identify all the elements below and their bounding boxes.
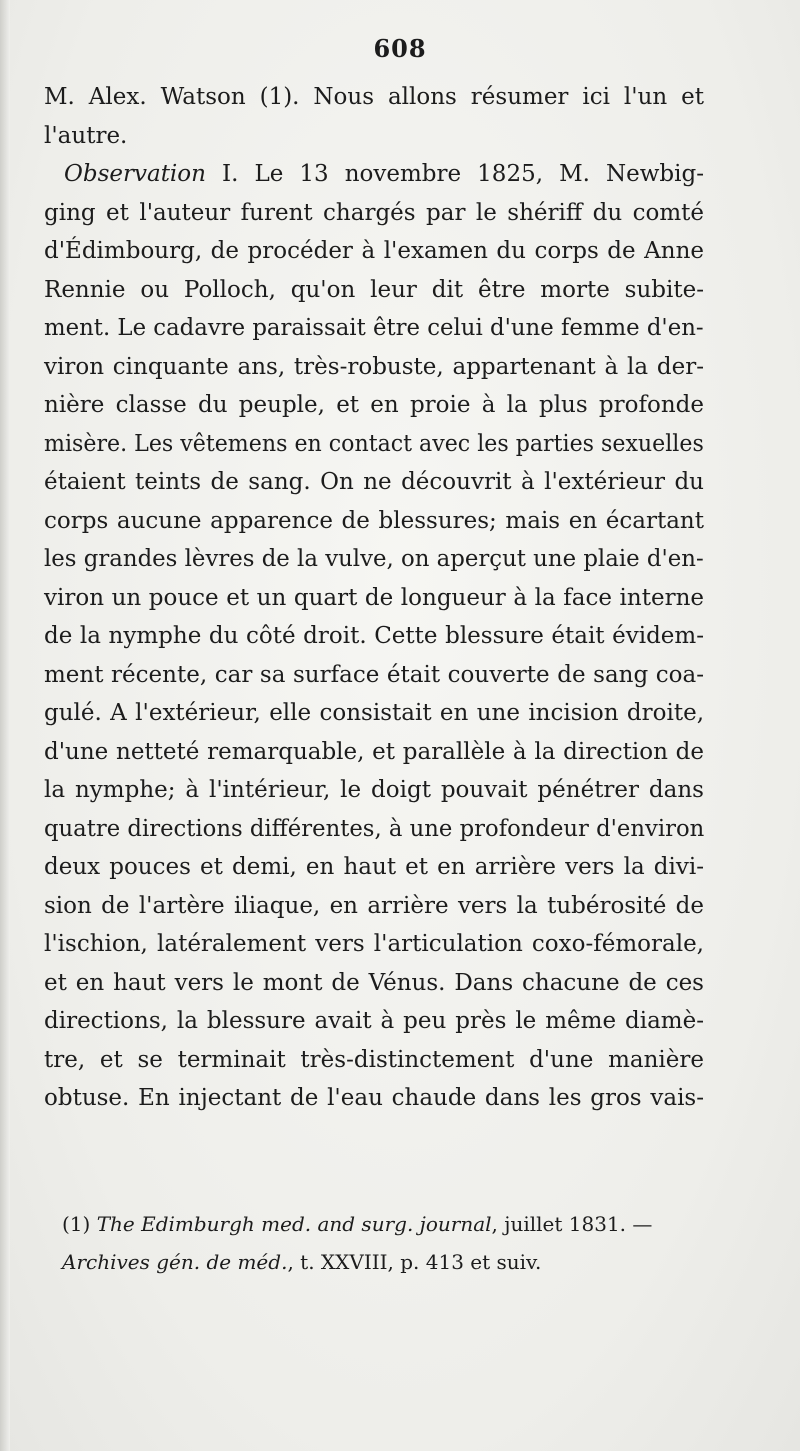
text-line (44, 810, 704, 849)
line-text: étaient teints de sang. On ne découvrit à l'extérieur du (44, 469, 704, 495)
body-text (44, 78, 704, 1118)
line-text: l'autre. (44, 122, 128, 149)
text-line (44, 271, 704, 310)
italic-run: Observation (64, 161, 206, 187)
line-text: d'une netteté remarquable, et parallèle à la direction de (44, 738, 704, 765)
line-text: ging et l'auteur furent chargés par le shériff du comté (44, 199, 704, 226)
line-text: tre, et se terminait très-distinctement d'une manière (44, 1046, 704, 1073)
line-text: l'ischion, latéralement vers l'articulation coxo-fémorale, (44, 931, 704, 957)
line-text: obtuse. En injectant de l'eau chaude dans les gros vais- (44, 1085, 704, 1111)
line-text: gulé. A l'extérieur, elle consistait en une incision droite, (44, 700, 704, 726)
text-line (44, 309, 704, 348)
line-text: ment. Le cadavre paraissait être celui d'une femme d'en- (44, 315, 704, 341)
footnote-line (62, 1205, 702, 1243)
text-line (44, 155, 704, 194)
text-line (44, 925, 704, 964)
line-text: la nymphe; à l'intérieur, le doigt pouvait pénétrer dans (44, 777, 704, 803)
text-line (44, 656, 704, 695)
text-line (44, 540, 704, 579)
text-line (44, 964, 704, 1003)
line-text: Rennie ou Polloch, qu'on leur dit être morte subite- (44, 276, 704, 303)
line-text: de la nymphe du côté droit. Cette blessure était évidem- (44, 623, 704, 649)
footnote-mark: (1) (62, 1212, 97, 1236)
line-text: quatre directions différentes, à une profondeur d'environ (44, 815, 705, 842)
text-line (44, 117, 704, 156)
line-text: ment récente, car sa surface était couverte de sang coa- (44, 661, 704, 688)
text-line (44, 194, 704, 233)
line-text: sion de l'artère iliaque, en arrière vers la tubérosité de (44, 892, 704, 919)
text-line (44, 463, 704, 502)
text-line (44, 694, 704, 733)
line-text: viron cinquante ans, très-robuste, appartenant à la der- (44, 353, 704, 380)
footnote-text: , t. XXVIII, p. 413 et suiv. (287, 1250, 542, 1274)
line-text: misère. Les vêtemens en contact avec les parties sexuelles (44, 430, 704, 457)
text-line (44, 78, 704, 117)
text-line (44, 386, 704, 425)
page-number: 608 (373, 34, 427, 63)
line-text: d'Édimbourg, de procéder à l'examen du corps de Anne (44, 238, 704, 264)
text-line (44, 502, 704, 541)
footnote-citation-title: Archives gén. de méd. (62, 1250, 288, 1274)
line-text: I. Le 13 novembre 1825, M. Newbig- (205, 161, 704, 187)
footnotes (62, 1205, 702, 1281)
text-line (44, 232, 704, 271)
line-text: viron un pouce et un quart de longueur à la face interne (44, 584, 704, 611)
line-text: deux pouces et demi, en haut et en arrière vers la divi- (44, 854, 704, 880)
line-text: M. Alex. Watson (1). Nous allons résumer ici l'un et (44, 84, 704, 110)
text-line (44, 579, 704, 618)
text-line (44, 1041, 704, 1080)
text-line (44, 617, 704, 656)
text-line (44, 771, 704, 810)
text-line (44, 1079, 704, 1118)
text-line (44, 348, 704, 387)
line-text: et en haut vers le mont de Vénus. Dans chacune de ces (44, 969, 704, 996)
footnote-citation-title: The Edimburgh med. and surg. journal (96, 1212, 492, 1236)
line-text: corps aucune apparence de blessures; mais en écartant (44, 507, 704, 534)
footnote-text: , juillet 1831. — (491, 1212, 653, 1236)
text-line (44, 887, 704, 926)
text-line (44, 1002, 704, 1041)
text-line (44, 425, 704, 464)
text-line (44, 733, 704, 772)
footnote-line (62, 1243, 702, 1281)
line-text: les grandes lèvres de la vulve, on aperçut une plaie d'en- (44, 546, 704, 572)
text-line (44, 848, 704, 887)
line-text: nière classe du peuple, et en proie à la plus profonde (44, 392, 704, 418)
page-gutter-shadow (0, 0, 10, 1451)
line-text: directions, la blessure avait à peu près le même diamè- (44, 1008, 704, 1034)
